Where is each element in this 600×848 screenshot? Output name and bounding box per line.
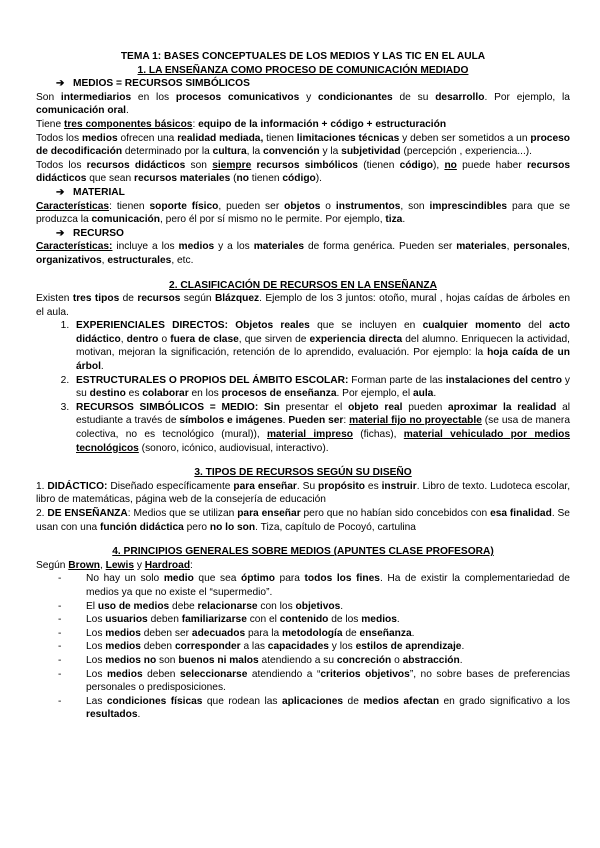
- arrow-right-icon: ➔: [56, 186, 65, 198]
- paragraph-de-ensenanza: 2. DE ENSEÑANZA: Medios que se utilizan para enseñar pero que no habían sido concebidos con esa finalidad. Se usan con una función didáctica pero no lo son. Tiza, capítulo de Pocoyó, cartulina: [36, 508, 570, 533]
- principios-list: [36, 572, 570, 722]
- paragraph-intermediarios: Son intermediarios en los procesos comunicativos y condicionantes de su desarrollo. Por ejemplo, la comunicación oral.: [36, 91, 570, 117]
- paragraph-segun-autores: Según Brown, Lewis y Hardroad:: [36, 559, 193, 571]
- list-item-principio: - Los usuarios deben familiarizarse con el contenido de los medios.: [72, 613, 570, 627]
- section-1-heading: 1. LA ENSEÑANZA COMO PROCESO DE COMUNICACIÓN MEDIADO: [137, 64, 469, 76]
- paragraph-tres-tipos: Existen tres tipos de recursos según Blázquez. Ejemplo de los 3 juntos: otoño, mural , hojas caídas de árboles en el aula.: [36, 293, 570, 318]
- subheading-medios: [36, 77, 570, 91]
- paragraph-recursos-didacticos: Todos los recursos didácticos son siempre recursos simbólicos (tienen código), no puede haber recursos didácticos que sean recursos materiales (no tienen código).: [36, 159, 570, 185]
- paragraph-material-caracteristicas: Características: tienen soporte físico, pueden ser objetos o instrumentos, son imprescindibles para que se produzca la comunicación, pero él por sí mismo no le permite. Por ejemplo, tiza.: [36, 200, 571, 226]
- list-item-principio: - Los medios no son buenos ni malos atendiendo a su concreción o abstracción.: [72, 654, 570, 668]
- paragraph-componentes: Tiene tres componentes básicos: equipo de la información + código + estructuración: [36, 118, 447, 130]
- subheading-recurso-text: RECURSO: [73, 227, 124, 239]
- subheading-material-text: MATERIAL: [73, 186, 125, 198]
- list-item-principio: - El uso de medios debe relacionarse con los objetivos.: [72, 600, 570, 614]
- section-4-heading: 4. PRINCIPIOS GENERALES SOBRE MEDIOS (APUNTES CLASE PROFESORA): [112, 546, 494, 558]
- list-item-estructurales: 2. ESTRUCTURALES O PROPIOS DEL ÁMBITO ESCOLAR: Forman parte de las instalaciones del centro y su destino es colaborar en los procesos de enseñanza. Por ejemplo, el aula.: [72, 374, 570, 401]
- list-item-principio: - Las condiciones físicas que rodean las aplicaciones de medios afectan en grado significativo a los resultados.: [72, 695, 570, 722]
- section-2-heading: 2. CLASIFICACIÓN DE RECURSOS EN LA ENSEÑANZA: [169, 279, 437, 291]
- list-item-principio: - Los medios deben ser adecuados para la metodología de enseñanza.: [72, 627, 570, 641]
- arrow-right-icon: ➔: [56, 227, 65, 239]
- list-item-principio: - Los medios deben seleccionarse atendiendo a “criterios objetivos”, no sobre bases de preferencias personales o predisposiciones.: [72, 668, 570, 695]
- list-item-principio: - Los medios deben corresponder a las capacidades y los estilos de aprendizaje.: [72, 640, 570, 654]
- subheading-recurso: [36, 227, 570, 241]
- paragraph-recurso-caracteristicas: Características: incluye a los medios y a los materiales de forma genérica. Pueden ser materiales, personales, organizativos, estructurales, etc.: [36, 241, 570, 266]
- subheading-material: [36, 186, 570, 200]
- section-3-heading: 3. TIPOS DE RECURSOS SEGÚN SU DISEÑO: [194, 467, 412, 479]
- paragraph-realidad-mediada: Todos los medios ofrecen una realidad mediada, tienen limitaciones técnicas y deben ser sometidos a un proceso de decodificación determinado por la cultura, la convención y la subjetividad (percepción , experiencia...).: [36, 132, 571, 158]
- list-item-experienciales: 1. EXPERIENCIALES DIRECTOS: Objetos reales que se incluyen en cualquier momento del acto didáctico, dentro o fuera de clase, que sirven de experiencia directa del alumno. Enriquecen la actividad, motivan, mejoran la significación, retención de lo aprendido, evaluación. Por ejemplo: la hoja caída de un árbol.: [72, 319, 570, 373]
- list-item-simbolicos: 3. RECURSOS SIMBÓLICOS = MEDIO: Sin presentar el objeto real pueden aproximar la realidad al estudiante a través de símbolos e imágenes. Pueden ser: material fijo no proyectable (se usa de manera colectiva, no es tecnológico (mural)), material impreso (fichas), material vehiculado por medios tecnológicos (sonoro, icónico, audiovisual, interactivo).: [72, 401, 570, 455]
- list-item-principio: - No hay un solo medio que sea óptimo para todos los fines. Ha de existir la complementariedad de medios ya que no existe el “supermedio”.: [72, 572, 570, 599]
- recursos-list: [36, 319, 570, 455]
- arrow-right-icon: ➔: [56, 78, 65, 90]
- document-title: TEMA 1: BASES CONCEPTUALES DE LOS MEDIOS Y LAS TIC EN EL AULA: [120, 51, 486, 62]
- paragraph-didactico: 1. DIDÁCTICO: Diseñado específicamente para enseñar. Su propósito es instruir. Libro de texto. Ludoteca escolar, libro de matemáticas, página web de la consejería de educación: [36, 480, 571, 506]
- subheading-medios-text: MEDIOS = RECURSOS SIMBÓLICOS: [73, 78, 250, 90]
